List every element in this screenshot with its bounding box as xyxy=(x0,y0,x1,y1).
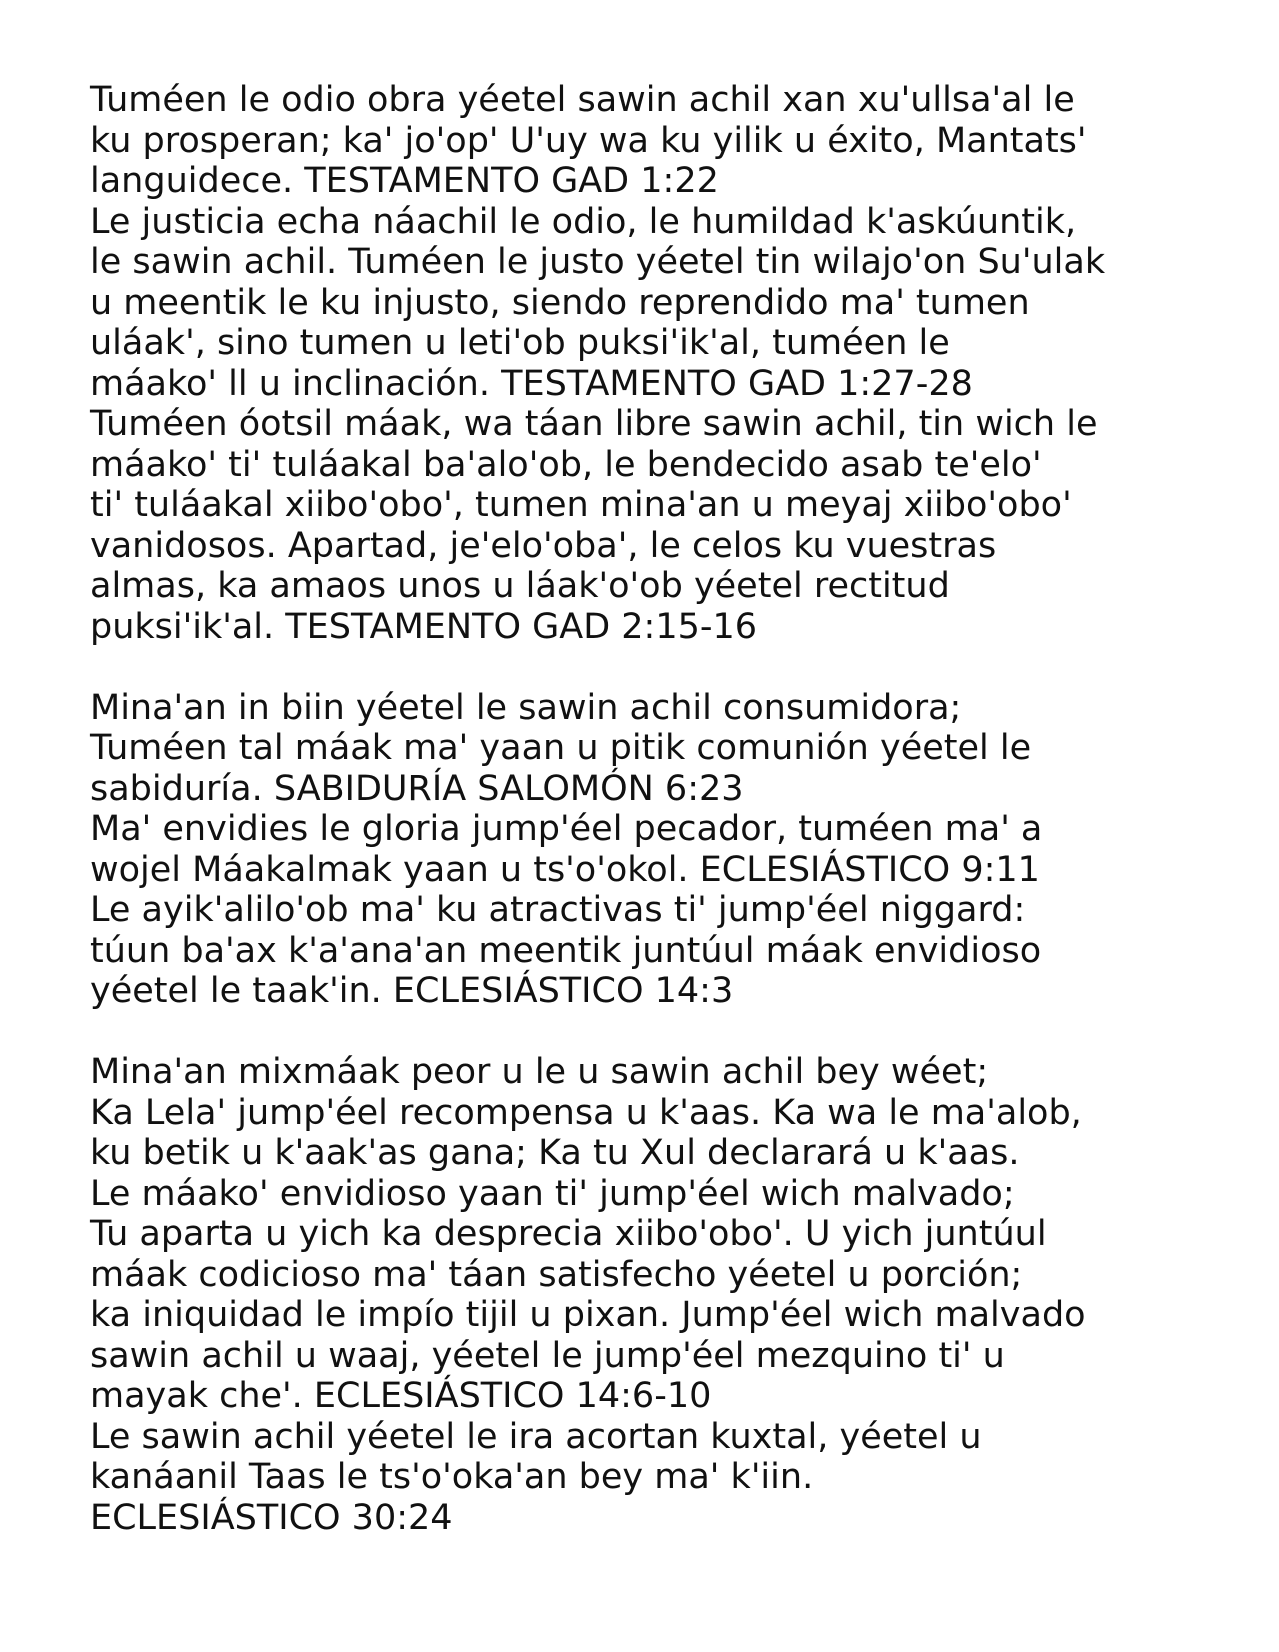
text-line: Tuméen le odio obra yéetel sawin achil xan xu'ullsa'al le xyxy=(90,80,1075,120)
paragraph-gap xyxy=(90,647,1250,688)
text-line: sabiduría. SABIDURÍA SALOMÓN 6:23 xyxy=(90,768,744,809)
text-line: ECLESIÁSTICO 30:24 xyxy=(90,1497,453,1538)
text-line: ka iniquidad le impío tijil u pixan. Jump'éel wich malvado xyxy=(90,1295,1086,1335)
text-block xyxy=(90,80,1250,647)
text-line: Mina'an mixmáak peor u le u sawin achil bey wéet; xyxy=(90,1052,989,1092)
text-line: yéetel le taak'in. ECLESIÁSTICO 14:3 xyxy=(90,971,734,1011)
text-line: languidece. TESTAMENTO GAD 1:22 xyxy=(90,161,719,201)
text-line: Le ayik'alilo'ob ma' ku atractivas ti' jump'éel niggard: xyxy=(90,890,1026,930)
text-line: Le máako' envidioso yaan ti' jump'éel wich malvado; xyxy=(90,1173,1015,1214)
text-line: almas, ka amaos unos u láak'o'ob yéetel rectitud xyxy=(90,566,950,606)
text-line: máako' ll u inclinación. TESTAMENTO GAD 1:27-28 xyxy=(90,363,973,404)
text-line: Le justicia echa náachil le odio, le humildad k'askúuntik, xyxy=(90,201,1077,242)
text-line: mayak che'. ECLESIÁSTICO 14:6-10 xyxy=(90,1376,712,1416)
text-line: máak codicioso ma' táan satisfecho yéetel u porción; xyxy=(90,1254,1023,1295)
text-line: Tuméen tal máak ma' yaan u pitik comunión yéetel le xyxy=(90,728,1032,768)
text-line: ti' tuláakal xiibo'obo', tumen mina'an u meyaj xiibo'obo' xyxy=(90,485,1072,525)
text-line: u meentik le ku injusto, siendo reprendido ma' tumen xyxy=(90,282,1030,323)
text-line: wojel Máakalmak yaan u ts'o'okol. ECLESIÁSTICO 9:11 xyxy=(90,849,1040,890)
text-line: ku prosperan; ka' jo'op' U'uy wa ku yilik u éxito, Mantats' xyxy=(90,120,1087,161)
text-line: ku betik u k'aak'as gana; Ka tu Xul declarará u k'aas. xyxy=(90,1133,1020,1173)
text-block xyxy=(90,688,1250,1012)
text-line: Tu aparta u yich ka desprecia xiibo'obo'. U yich juntúul xyxy=(90,1214,1047,1254)
text-line: Mina'an in biin yéetel le sawin achil consumidora; xyxy=(90,687,962,728)
text-block xyxy=(90,1052,1250,1538)
text-line: sawin achil u waaj, yéetel le jump'éel mezquino ti' u xyxy=(90,1335,1005,1376)
text-line: túun ba'ax k'a'ana'an meentik juntúul máak envidioso xyxy=(90,930,1042,971)
document-page xyxy=(90,80,1250,1538)
text-line: Ka Lela' jump'éel recompensa u k'aas. Ka wa le ma'alob, xyxy=(90,1092,1082,1133)
text-line: máako' ti' tuláakal ba'alo'ob, le bendecido asab te'elo' xyxy=(90,444,1042,485)
text-line: uláak', sino tumen u leti'ob puksi'ik'al, tuméen le xyxy=(90,323,950,363)
text-line: Le sawin achil yéetel le ira acortan kuxtal, yéetel u xyxy=(90,1416,982,1457)
text-line: puksi'ik'al. TESTAMENTO GAD 2:15-16 xyxy=(90,606,758,647)
text-line: le sawin achil. Tuméen le justo yéetel tin wilajo'on Su'ulak xyxy=(90,242,1106,282)
text-line: vanidosos. Apartad, je'elo'oba', le celos ku vuestras xyxy=(90,525,997,566)
text-line: kanáanil Taas le ts'o'oka'an bey ma' k'iin. xyxy=(90,1457,814,1497)
text-line: Tuméen óotsil máak, wa táan libre sawin achil, tin wich le xyxy=(90,404,1098,444)
paragraph-gap xyxy=(90,1012,1250,1053)
text-line: Ma' envidies le gloria jump'éel pecador, tuméen ma' a xyxy=(90,809,1043,849)
